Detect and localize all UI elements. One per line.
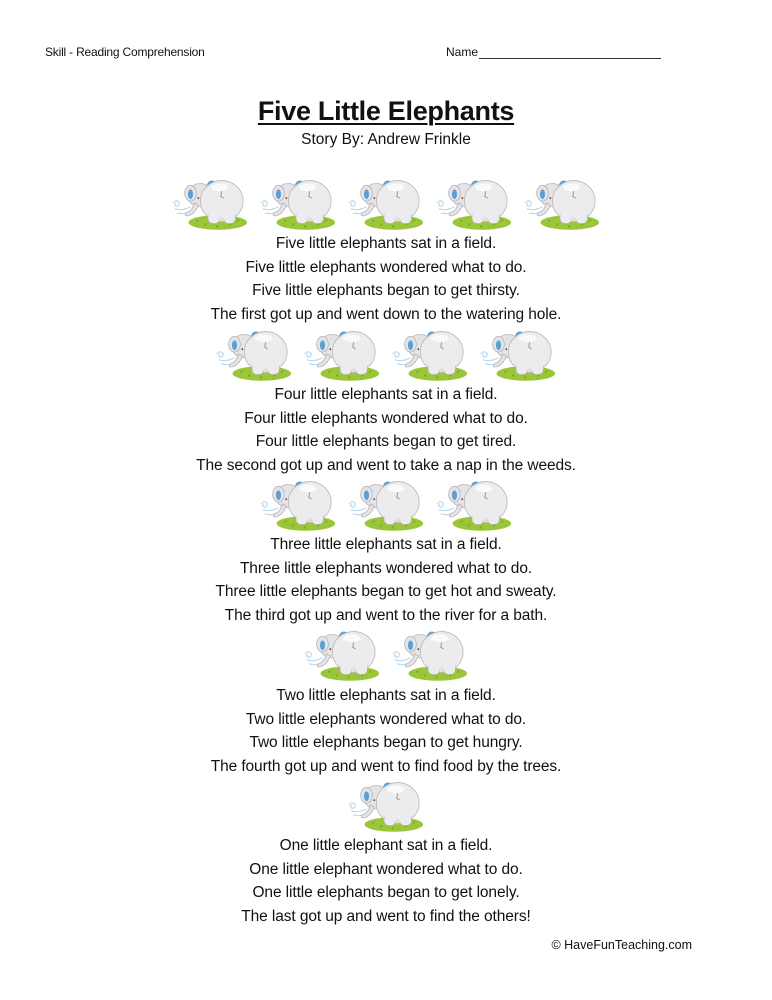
- stanza-line: Four little elephants began to get tired.: [255, 433, 517, 450]
- elephant-icon: [479, 324, 557, 382]
- stanza-line: Three little elephants sat in a field.: [270, 536, 502, 553]
- stanza-line: The fourth got up and went to find food by the trees.: [210, 757, 562, 775]
- elephant-icon: [303, 624, 381, 682]
- stanza-line: Four little elephants wondered what to do.: [244, 409, 528, 427]
- stanza-4: [0, 684, 772, 778]
- elephant-row-5: [0, 173, 772, 231]
- stanza-line: Two little elephants sat in a field.: [276, 687, 496, 704]
- name-label: Name: [446, 45, 479, 59]
- copyright-footer: © HaveFunTeaching.com: [551, 938, 692, 952]
- stanza-line: The third got up and went to the river for a bath.: [224, 606, 548, 624]
- elephant-icon: [215, 324, 293, 382]
- stanza-line: One little elephants began to get lonely.: [252, 884, 520, 901]
- elephant-icon: [259, 173, 337, 231]
- elephant-row-4: [0, 324, 772, 382]
- story-byline: Story By: Andrew Frinkle: [301, 131, 471, 148]
- elephant-row-2: [0, 624, 772, 682]
- name-blank-line[interactable]: [479, 45, 661, 59]
- stanza-5: [0, 834, 772, 928]
- stanza-2: [0, 383, 772, 477]
- stanza-1: [0, 232, 772, 326]
- stanza-line: Three little elephants began to get hot and sweaty.: [215, 583, 557, 600]
- stanza-line: One little elephant sat in a field.: [279, 837, 493, 854]
- page-title: Five Little Elephants: [257, 96, 515, 126]
- stanza-line: Five little elephants wondered what to do.: [245, 258, 527, 276]
- elephant-icon: [435, 474, 513, 532]
- stanza-line: The second got up and went to take a nap in the weeds.: [196, 456, 576, 474]
- elephant-icon: [347, 775, 425, 833]
- elephant-icon: [391, 324, 469, 382]
- name-field[interactable]: [446, 45, 661, 59]
- stanza-line: The last got up and went to find the others!: [241, 907, 531, 925]
- elephant-row-1: [0, 775, 772, 833]
- elephant-icon: [523, 173, 601, 231]
- elephant-row-3: [0, 474, 772, 532]
- elephant-icon: [391, 624, 469, 682]
- stanza-line: The first got up and went down to the watering hole.: [210, 305, 562, 323]
- elephant-icon: [347, 173, 425, 231]
- stanza-3: [0, 533, 772, 627]
- stanza-line: Two little elephants wondered what to do.: [245, 710, 527, 728]
- stanza-line: Four little elephants sat in a field.: [274, 386, 498, 403]
- elephant-icon: [347, 474, 425, 532]
- stanza-line: Five little elephants sat in a field.: [275, 235, 497, 252]
- skill-label: Skill - Reading Comprehension: [45, 45, 205, 59]
- elephant-icon: [303, 324, 381, 382]
- stanza-line: Three little elephants wondered what to do.: [239, 559, 533, 577]
- elephant-icon: [259, 474, 337, 532]
- elephant-icon: [435, 173, 513, 231]
- stanza-line: Two little elephants began to get hungry.: [249, 734, 523, 751]
- elephant-icon: [171, 173, 249, 231]
- stanza-line: Five little elephants began to get thirsty.: [252, 282, 520, 299]
- stanza-line: One little elephant wondered what to do.: [249, 860, 523, 878]
